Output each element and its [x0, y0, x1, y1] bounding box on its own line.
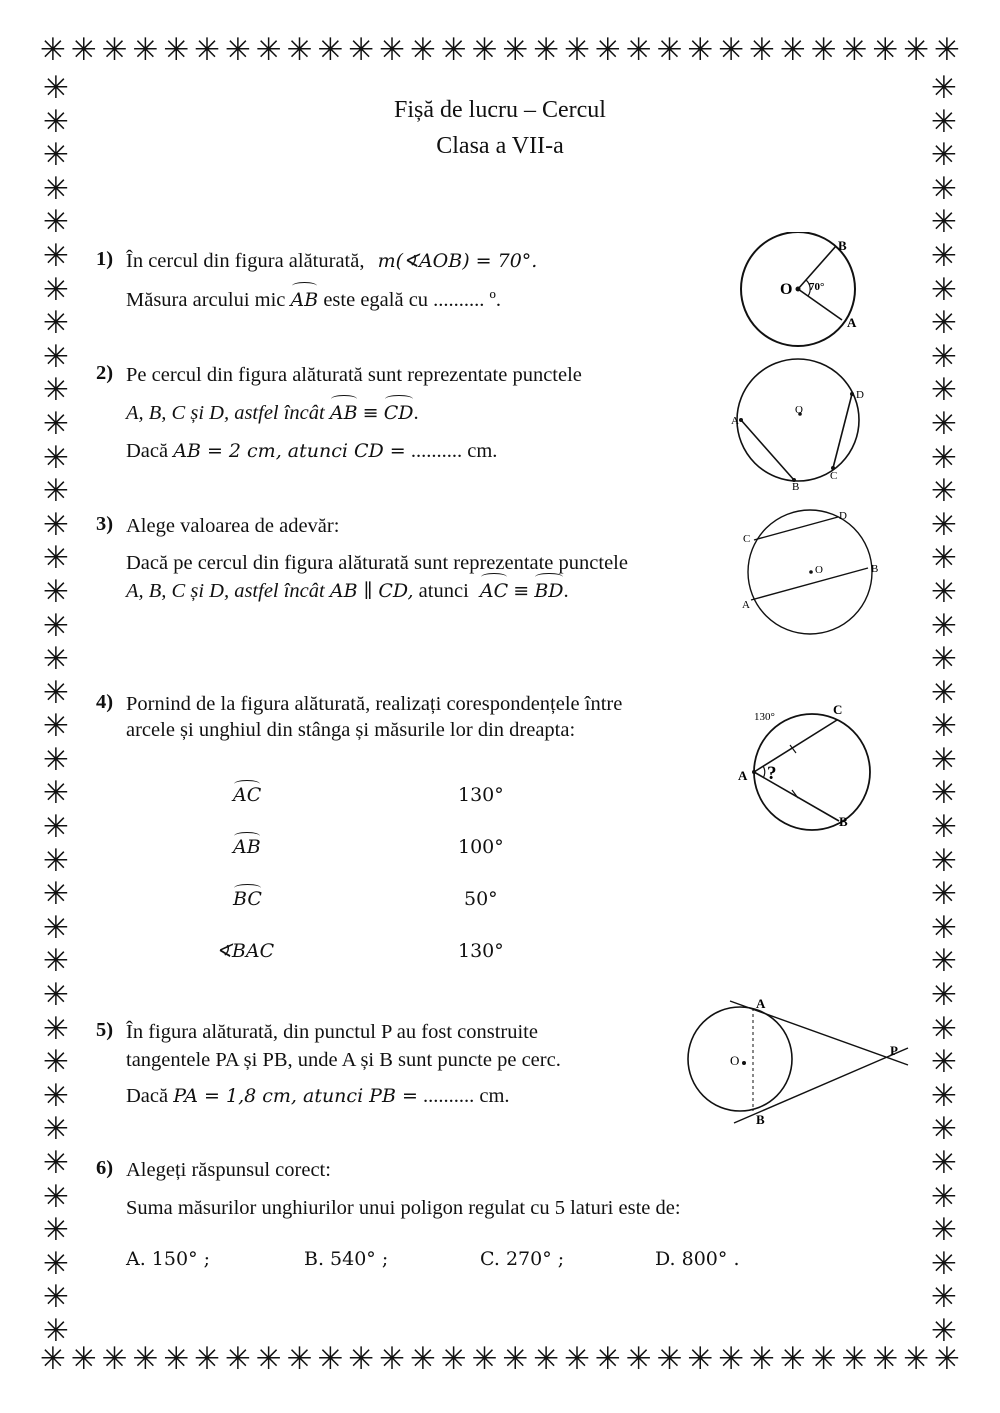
q3-fig-label-d: D: [839, 510, 847, 522]
border-flower-icon: ✳: [43, 473, 69, 510]
border-flower-icon: ✳: [931, 573, 957, 610]
q4-fig-label-question: ?: [767, 763, 777, 784]
border-flower-icon: ✳: [132, 1341, 159, 1377]
q3-fig-label-c: C: [743, 533, 751, 545]
q4-fig-label-a: A: [738, 768, 748, 783]
border-flower-icon: ✳: [43, 876, 69, 913]
question-5-line-1: În figura alăturată, din punctul P au fost construite: [126, 1021, 538, 1043]
border-flower-icon: ✳: [931, 338, 957, 375]
q4-circle-figure: [730, 703, 875, 833]
question-2-number: 2): [96, 362, 114, 384]
question-2-line-3: [126, 437, 497, 465]
border-flower-icon: ✳: [931, 1111, 957, 1148]
border-flower-icon: ✳: [749, 32, 776, 68]
border-flower-icon: ✳: [931, 1077, 957, 1114]
border-flower-icon: ✳: [43, 809, 69, 846]
question-5-line-2: tangentele PA și PB, unde A și B sunt puncte pe cerc.: [126, 1049, 561, 1071]
border-flower-icon: ✳: [931, 1044, 957, 1081]
border-flower-icon: ✳: [224, 1341, 251, 1377]
q1-arc-ab: AB: [291, 286, 319, 314]
q5-tangent-figure: [686, 993, 914, 1133]
border-flower-icon: ✳: [43, 506, 69, 543]
border-flower-icon: ✳: [810, 1341, 837, 1377]
border-flower-icon: ✳: [43, 977, 69, 1014]
border-flower-icon: ✳: [43, 842, 69, 879]
border-flower-icon: ✳: [43, 741, 69, 778]
q2-congruent: ≡: [362, 402, 379, 424]
border-flower-icon: ✳: [931, 977, 957, 1014]
q5-fig-label-o: O: [730, 1053, 740, 1068]
q2-fig-label-a: A: [731, 415, 739, 427]
border-flower-icon: ✳: [286, 1341, 313, 1377]
border-flower-icon: ✳: [564, 1341, 591, 1377]
q5-fig-label-p: P: [890, 1043, 898, 1058]
border-flower-icon: ✳: [379, 32, 406, 68]
border-flower-icon: ✳: [194, 32, 221, 68]
q1-text-2b: este egală cu .......... º.: [323, 289, 502, 311]
q2-fig-label-d: D: [856, 389, 864, 401]
q2-text-2a: A, B, C și D, astfel încât: [126, 402, 325, 424]
border-flower-icon: ✳: [931, 271, 957, 308]
border-flower-icon: ✳: [43, 607, 69, 644]
border-flower-icon: ✳: [440, 1341, 467, 1377]
border-flower-icon: ✳: [379, 1341, 406, 1377]
border-flower-icon: ✳: [903, 1341, 930, 1377]
border-flower-icon: ✳: [502, 32, 529, 68]
border-flower-icon: ✳: [931, 1212, 957, 1249]
q2-arc-ab: AB: [330, 399, 358, 427]
border-flower-icon: ✳: [43, 775, 69, 812]
question-6-number: 6): [96, 1157, 114, 1179]
q3-congruent: ≡: [513, 580, 530, 602]
border-flower-icon: ✳: [40, 32, 66, 68]
border-flower-icon: ✳: [931, 1312, 957, 1349]
q3-text-3b: atunci: [418, 580, 469, 602]
q4-left-item-3[interactable]: BC: [233, 888, 262, 910]
q3-fig-label-a: A: [742, 599, 750, 611]
q5-text-3b: .......... cm.: [423, 1085, 510, 1107]
border-flower-icon: ✳: [43, 271, 69, 308]
border-flower-icon: ✳: [931, 405, 957, 442]
border-flower-icon: ✳: [841, 1341, 868, 1377]
q3-text-3a: A, B, C și D, astfel încât: [126, 580, 325, 602]
border-flower-icon: ✳: [43, 540, 69, 577]
border-flower-icon: ✳: [931, 473, 957, 510]
border-flower-icon: ✳: [43, 1010, 69, 1047]
q6-option-b[interactable]: B. 540° ;: [304, 1248, 389, 1270]
question-6-line-1: Alegeți răspunsul corect:: [126, 1159, 331, 1181]
q3-arc-bd: BD: [534, 577, 563, 605]
q4-fig-label-c: C: [833, 703, 843, 717]
q4-right-item-1[interactable]: 130°: [458, 784, 504, 806]
border-flower-icon: ✳: [931, 103, 957, 140]
border-flower-icon: ✳: [931, 909, 957, 946]
question-1-number: 1): [96, 248, 114, 270]
border-flower-icon: ✳: [533, 1341, 560, 1377]
border-flower-icon: ✳: [931, 1145, 957, 1181]
q5-text-3a: Dacă: [126, 1085, 169, 1107]
border-flower-icon: ✳: [931, 775, 957, 812]
border-flower-icon: ✳: [43, 674, 69, 711]
q4-left-item-2[interactable]: AB: [233, 836, 261, 858]
q1-fig-label-a: A: [847, 315, 857, 330]
border-flower-icon: ✳: [931, 305, 957, 342]
q2-fig-label-b: B: [792, 481, 800, 491]
q3-fig-label-o: O: [815, 564, 823, 576]
border-flower-icon: ✳: [43, 909, 69, 946]
border-flower-icon: ✳: [594, 1341, 621, 1377]
decorative-border-top: [40, 34, 960, 66]
border-flower-icon: ✳: [931, 607, 957, 644]
question-3-number: 3): [96, 513, 114, 535]
border-flower-icon: ✳: [533, 32, 560, 68]
border-flower-icon: ✳: [317, 32, 344, 68]
border-flower-icon: ✳: [656, 1341, 683, 1377]
border-flower-icon: ✳: [409, 1341, 436, 1377]
question-3-line-2: Dacă pe cercul din figura alăturată sunt reprezentate punctele: [126, 552, 628, 574]
border-flower-icon: ✳: [101, 32, 128, 68]
question-2-line-1: Pe cercul din figura alăturată sunt reprezentate punctele: [126, 364, 582, 386]
q2-text-3a: Dacă: [126, 440, 169, 462]
border-flower-icon: ✳: [718, 1341, 745, 1377]
border-flower-icon: ✳: [43, 943, 69, 980]
border-flower-icon: ✳: [471, 1341, 498, 1377]
border-flower-icon: ✳: [194, 1341, 221, 1377]
question-3-line-1: Alege valoarea de adevăr:: [126, 515, 340, 537]
q2-arc-cd: CD: [384, 399, 414, 427]
border-flower-icon: ✳: [779, 32, 806, 68]
border-flower-icon: ✳: [687, 1341, 714, 1377]
border-flower-icon: ✳: [43, 70, 69, 106]
border-flower-icon: ✳: [931, 70, 957, 106]
border-flower-icon: ✳: [43, 137, 69, 174]
border-flower-icon: ✳: [931, 137, 957, 174]
q4-fig-label-angle: 130°: [754, 711, 775, 723]
border-flower-icon: ✳: [163, 1341, 190, 1377]
border-flower-icon: ✳: [101, 1341, 128, 1377]
border-flower-icon: ✳: [779, 1341, 806, 1377]
q1-circle-figure: [730, 232, 870, 352]
border-flower-icon: ✳: [163, 32, 190, 68]
border-flower-icon: ✳: [43, 708, 69, 745]
border-flower-icon: ✳: [440, 32, 467, 68]
border-flower-icon: ✳: [931, 439, 957, 476]
q1-text-2a: Măsura arcului mic: [126, 289, 286, 311]
border-flower-icon: ✳: [687, 32, 714, 68]
question-4-line-1: Pornind de la figura alăturată, realizați corespondențele între: [126, 693, 623, 715]
border-flower-icon: ✳: [43, 103, 69, 140]
border-flower-icon: ✳: [43, 372, 69, 409]
border-flower-icon: ✳: [43, 1245, 69, 1282]
border-flower-icon: ✳: [656, 32, 683, 68]
border-flower-icon: ✳: [40, 1341, 66, 1377]
question-3-line-3: A, B, C și D, astfel încât AB ∥ CD, atunci AC ≡ BD.: [126, 577, 569, 605]
q6-option-a[interactable]: A. 150° ;: [126, 1248, 211, 1270]
q4-left-item-1[interactable]: AC: [233, 784, 262, 806]
decorative-border-bottom: [40, 1343, 960, 1375]
border-flower-icon: ✳: [931, 1010, 957, 1047]
border-flower-icon: ✳: [471, 32, 498, 68]
border-flower-icon: ✳: [43, 439, 69, 476]
border-flower-icon: ✳: [43, 1145, 69, 1181]
border-flower-icon: ✳: [43, 641, 69, 678]
border-flower-icon: ✳: [43, 1044, 69, 1081]
border-flower-icon: ✳: [934, 32, 960, 68]
border-flower-icon: ✳: [625, 32, 652, 68]
q2-math: AB = 2 cm, atunci CD =: [173, 440, 406, 462]
border-flower-icon: ✳: [931, 641, 957, 678]
border-flower-icon: ✳: [286, 32, 313, 68]
question-5-line-3: [126, 1082, 510, 1110]
border-flower-icon: ✳: [594, 32, 621, 68]
border-flower-icon: ✳: [841, 32, 868, 68]
border-flower-icon: ✳: [931, 1178, 957, 1215]
question-2-line-2: A, B, C și D, astfel încât AB ≡ CD.: [126, 399, 419, 427]
question-5-number: 5): [96, 1019, 114, 1041]
border-flower-icon: ✳: [255, 32, 282, 68]
q4-right-item-3[interactable]: 50°: [464, 888, 498, 910]
border-flower-icon: ✳: [43, 170, 69, 207]
border-flower-icon: ✳: [43, 1111, 69, 1148]
border-flower-icon: ✳: [43, 237, 69, 274]
border-flower-icon: ✳: [931, 708, 957, 745]
question-6-line-2: Suma măsurilor unghiurilor unui poligon regulat cu 5 laturi este de:: [126, 1197, 681, 1219]
border-flower-icon: ✳: [718, 32, 745, 68]
border-flower-icon: ✳: [255, 1341, 282, 1377]
border-flower-icon: ✳: [931, 943, 957, 980]
border-flower-icon: ✳: [43, 1077, 69, 1114]
page-title: Fișă de lucru – Cercul: [394, 97, 606, 123]
border-flower-icon: ✳: [502, 1341, 529, 1377]
border-flower-icon: ✳: [931, 674, 957, 711]
border-flower-icon: ✳: [872, 1341, 899, 1377]
border-flower-icon: ✳: [931, 842, 957, 879]
border-flower-icon: ✳: [43, 204, 69, 241]
border-flower-icon: ✳: [931, 204, 957, 241]
q1-math-angle: m(∢AOB) = 70°.: [377, 250, 538, 272]
border-flower-icon: ✳: [348, 1341, 375, 1377]
q1-fig-label-o: O: [780, 281, 793, 298]
question-4-number: 4): [96, 691, 114, 713]
q2-text-3b: .......... cm.: [410, 440, 498, 462]
border-flower-icon: ✳: [931, 741, 957, 778]
q4-fig-label-b: B: [839, 814, 848, 829]
q3-fig-label-b: B: [871, 563, 879, 575]
border-flower-icon: ✳: [931, 1245, 957, 1282]
decorative-border-right: [928, 72, 960, 1347]
q6-option-d[interactable]: D. 800° .: [655, 1248, 740, 1270]
q4-left-item-4[interactable]: ∢BAC: [216, 940, 275, 962]
border-flower-icon: ✳: [224, 32, 251, 68]
q4-right-item-4[interactable]: 130°: [458, 940, 504, 962]
border-flower-icon: ✳: [43, 338, 69, 375]
q3-circle-figure: [736, 506, 886, 641]
q6-option-c[interactable]: C. 270° ;: [480, 1248, 565, 1270]
q5-math: PA = 1,8 cm, atunci PB =: [173, 1085, 418, 1107]
border-flower-icon: ✳: [43, 573, 69, 610]
border-flower-icon: ✳: [931, 170, 957, 207]
border-flower-icon: ✳: [931, 1279, 957, 1316]
border-flower-icon: ✳: [931, 237, 957, 274]
border-flower-icon: ✳: [43, 1279, 69, 1316]
border-flower-icon: ✳: [564, 32, 591, 68]
q5-fig-label-a: A: [756, 996, 766, 1011]
border-flower-icon: ✳: [931, 540, 957, 577]
border-flower-icon: ✳: [931, 876, 957, 913]
question-4-line-2: arcele și unghiul din stânga și măsurile lor din dreapta:: [126, 719, 576, 741]
border-flower-icon: ✳: [43, 305, 69, 342]
border-flower-icon: ✳: [132, 32, 159, 68]
border-flower-icon: ✳: [903, 32, 930, 68]
border-flower-icon: ✳: [931, 372, 957, 409]
q3-math-parallel: AB ∥ CD,: [329, 580, 414, 602]
border-flower-icon: ✳: [409, 32, 436, 68]
border-flower-icon: ✳: [749, 1341, 776, 1377]
decorative-border-left: [40, 72, 72, 1347]
border-flower-icon: ✳: [931, 809, 957, 846]
q1-text-1: În cercul din figura alăturată,: [126, 250, 365, 272]
question-1-line-1: [126, 247, 537, 275]
q4-right-item-2[interactable]: 100°: [458, 836, 504, 858]
q5-fig-label-b: B: [756, 1112, 765, 1127]
border-flower-icon: ✳: [43, 405, 69, 442]
border-flower-icon: ✳: [931, 506, 957, 543]
border-flower-icon: ✳: [43, 1178, 69, 1215]
q2-circle-figure: [728, 356, 873, 491]
border-flower-icon: ✳: [70, 1341, 97, 1377]
border-flower-icon: ✳: [348, 32, 375, 68]
border-flower-icon: ✳: [70, 32, 97, 68]
q1-fig-label-angle: 70°: [809, 281, 825, 293]
border-flower-icon: ✳: [810, 32, 837, 68]
border-flower-icon: ✳: [934, 1341, 960, 1377]
q3-arc-ac: AC: [480, 577, 508, 605]
q2-fig-label-c: C: [830, 470, 838, 482]
border-flower-icon: ✳: [43, 1212, 69, 1249]
page-subtitle: Clasa a VII-a: [436, 133, 564, 159]
border-flower-icon: ✳: [43, 1312, 69, 1349]
q1-fig-label-b: B: [838, 238, 847, 253]
border-flower-icon: ✳: [872, 32, 899, 68]
border-flower-icon: ✳: [317, 1341, 344, 1377]
question-1-line-2: [126, 286, 501, 314]
border-flower-icon: ✳: [625, 1341, 652, 1377]
q2-fig-label-o: O: [795, 404, 803, 416]
